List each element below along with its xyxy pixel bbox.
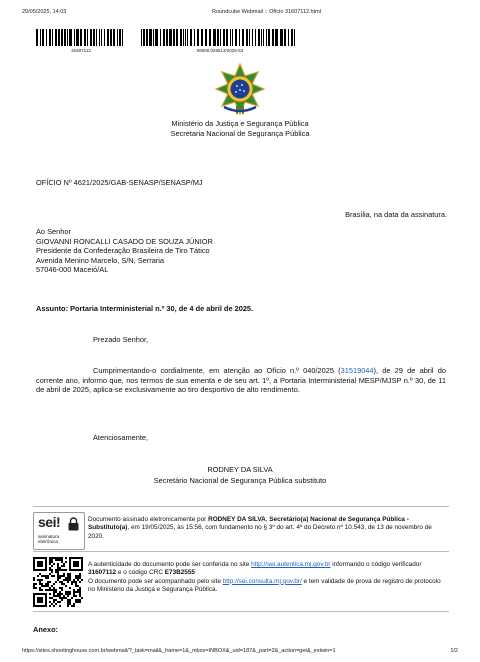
sei-signature-logo (33, 512, 85, 550)
print-url: https://sites.shootinghouse.com.br/webmail/?_task=mail&_frame=1&_mbox=INBOX&_uid=187&_part=2&_action=get&_extwin=1 (22, 648, 336, 654)
print-title: Roundcube Webmail :: Ofício 31607112.html (212, 9, 321, 15)
barcode-bar (117, 29, 118, 46)
barcode-bar (122, 29, 123, 46)
barcode-bar (155, 29, 158, 46)
recipient-line: Presidente da Confederação Brasileira de Tiro Tático (36, 246, 210, 256)
oficio-number: OFÍCIO Nº 4621/2025/GAB-SENASP/SENASP/MJ (36, 178, 203, 187)
barcode-bar (153, 29, 154, 46)
barcode-bar (143, 29, 145, 46)
barcode-bar (205, 29, 207, 46)
sei-logo-subtitle: assinatura (38, 534, 60, 539)
barcode-bar (64, 29, 66, 46)
barcode-bars (36, 29, 126, 46)
barcode-bar (40, 29, 41, 46)
barcode-bar (61, 29, 63, 46)
barcode-bar (110, 29, 112, 46)
barcode-bar (76, 29, 79, 46)
barcode-bar (187, 29, 188, 46)
barcode-bar (252, 29, 253, 46)
barcode-bar (160, 29, 161, 46)
barcode-bar (230, 29, 231, 46)
barcode-bar (213, 29, 216, 46)
signer-name: RODNEY DA SILVA (207, 465, 273, 474)
barcode-bar (90, 29, 92, 46)
barcode-bar (99, 29, 100, 46)
barcode-bar (173, 29, 175, 46)
barcode-bar (166, 29, 168, 46)
divider (33, 551, 449, 552)
recipient-block (36, 227, 213, 275)
barcode-bar (80, 29, 82, 46)
brazil-coat-of-arms-icon (214, 63, 266, 115)
barcode-bar (149, 29, 152, 46)
secretariat-name: Secretaria Nacional de Segurança Pública (170, 129, 310, 138)
signature-signer-name: RODNEY DA SILVA (208, 516, 266, 523)
barcode-bar (96, 29, 97, 46)
barcode-bar (258, 29, 260, 46)
closing: Atenciosamente, (93, 433, 149, 442)
barcode-bar (42, 29, 44, 46)
document-reference-link[interactable]: 31519044 (340, 366, 374, 375)
barcode-bar (36, 29, 38, 46)
recipient-line: GIOVANNI RONCALLI CASADO DE SOUZA JÚNIOR (36, 236, 213, 246)
verification-code: 31607112 (88, 569, 117, 577)
barcode-bar (226, 29, 228, 46)
barcode-bar (217, 29, 219, 46)
barcode-bar (255, 29, 256, 46)
sei-logo-word: sei! (38, 514, 61, 530)
attachment-label: Anexo: (33, 625, 59, 634)
barcode-bar (280, 29, 283, 46)
barcode-bars (141, 29, 299, 46)
barcode-bar (185, 29, 186, 46)
barcode-bar (46, 29, 47, 46)
barcode-bar (87, 29, 88, 46)
barcode-bar (104, 29, 105, 46)
sei-logo-subtitle: eletrônica (38, 539, 58, 544)
barcode-bar (55, 29, 57, 46)
divider (33, 611, 449, 612)
date-place: Brasília, na data da assinatura. (345, 210, 447, 219)
barcode-bar (268, 29, 270, 46)
barcode-bar (176, 29, 178, 46)
barcode-number: 31607112 (71, 48, 91, 53)
ministry-name: Ministério da Justiça e Segurança Pública (171, 119, 309, 128)
barcode-bar (275, 29, 278, 46)
barcode-bar (239, 29, 240, 46)
barcode-bar (169, 29, 172, 46)
barcode-bar (266, 29, 267, 46)
barcode-bar (52, 29, 53, 46)
divider (33, 506, 449, 507)
print-datetime: 20/05/2025, 14:03 (22, 9, 67, 15)
barcode-bar (261, 29, 262, 46)
barcode-bar (197, 29, 199, 46)
barcode-bar (246, 29, 248, 46)
barcode-bar (93, 29, 95, 46)
consultation-link[interactable]: http://sei.consulta.mj.gov.br/ (222, 577, 302, 585)
barcode-bar (209, 29, 211, 46)
barcode-bar (113, 29, 115, 46)
barcode-bar (194, 29, 195, 46)
body-text: ), de 29 de abril do corrente ano, informo que, nos termos de sua ementa e de seu art. 1º, a Portaria Interministerial MESP/MJSP n.º 30, de 11 de abril de 2025, aplica-se exclusivamente ao tiro desportivo de alto rendimento. (36, 366, 446, 395)
barcode-bar (119, 29, 121, 46)
barcode-bar (180, 29, 182, 46)
barcode-bar (294, 29, 295, 46)
barcode-bar (183, 29, 184, 46)
recipient-line: Avenida Menino Marcelo, S/N, Serraria (36, 255, 165, 265)
signer-role: Secretário Nacional de Segurança Pública substituto (153, 476, 327, 485)
signature-signer-role: Secretário(a) Nacional de Segurança Pública - Substituto(a) (88, 516, 409, 532)
barcode-bar (223, 29, 225, 46)
barcode-right (141, 29, 299, 53)
barcode-bar (235, 29, 237, 46)
barcode-bar (284, 29, 286, 46)
barcode-bar (291, 29, 293, 46)
barcode-bar (242, 29, 244, 46)
barcode-bar (263, 29, 264, 46)
barcode-bar (107, 29, 109, 46)
barcode-bar (288, 29, 289, 46)
authenticity-link[interactable]: http://sei.autentica.mj.gov.br (251, 561, 331, 568)
body-text: Cumprimentando-o cordialmente, em atenção ao Ofício n.º 040/2025 ( (93, 366, 341, 375)
qr-code (33, 557, 83, 607)
barcode-bar (190, 29, 192, 46)
barcode-bar (249, 29, 250, 46)
body-paragraph (36, 366, 446, 395)
recipient-line: 57046-000 Maceió/AL (36, 265, 109, 275)
barcode-bar (84, 29, 86, 46)
electronic-signature-text: Documento assinado eletronicamente por RODNEY DA SILVA, Secretário(a) Nacional de Segurança Pública - Substituto(a), em 19/05/2025, às 15:56, com fundamento no § 3º do art. 4º do Decreto nº 10.543, de 13 de novembro de 2020. (88, 516, 432, 540)
barcode-bar (141, 29, 142, 46)
crc-code: E73B2555 (164, 569, 195, 577)
barcode-bar (163, 29, 165, 46)
lock-icon (67, 517, 80, 531)
barcode-bar (67, 29, 68, 46)
barcode-bar (272, 29, 274, 46)
barcode-bar (220, 29, 221, 46)
salutation: Prezado Senhor, (93, 335, 149, 344)
barcode-bar (101, 29, 102, 46)
barcode-bar (232, 29, 233, 46)
barcode-bar (58, 29, 60, 46)
authenticity-text: A autenticidade do documento pode ser conferida no site http://sei.autentica.mj.gov.br informando o código verificador 31607112 e o código CRC E73B2555 O documento pode ser acompanhado pelo site http://sei.consulta.mj.gov.br/ e tem validade de prova de registro de protocolo no Ministério da Justiça e Segurança Pública. (88, 561, 441, 594)
barcode-left (36, 29, 126, 53)
barcode-bar (201, 29, 203, 46)
barcode-number: 08000.028513/2025-53 (196, 48, 244, 53)
barcode-bar (49, 29, 51, 46)
recipient-line: Ao Senhor (36, 227, 71, 236)
subject: Assunto: Portaria Interministerial n.º 30, de 4 de abril de 2025. (36, 304, 254, 313)
barcode-bar (69, 29, 72, 46)
print-page-number: 1/2 (450, 648, 458, 654)
barcode-bar (74, 29, 75, 46)
barcode-bar (146, 29, 148, 46)
